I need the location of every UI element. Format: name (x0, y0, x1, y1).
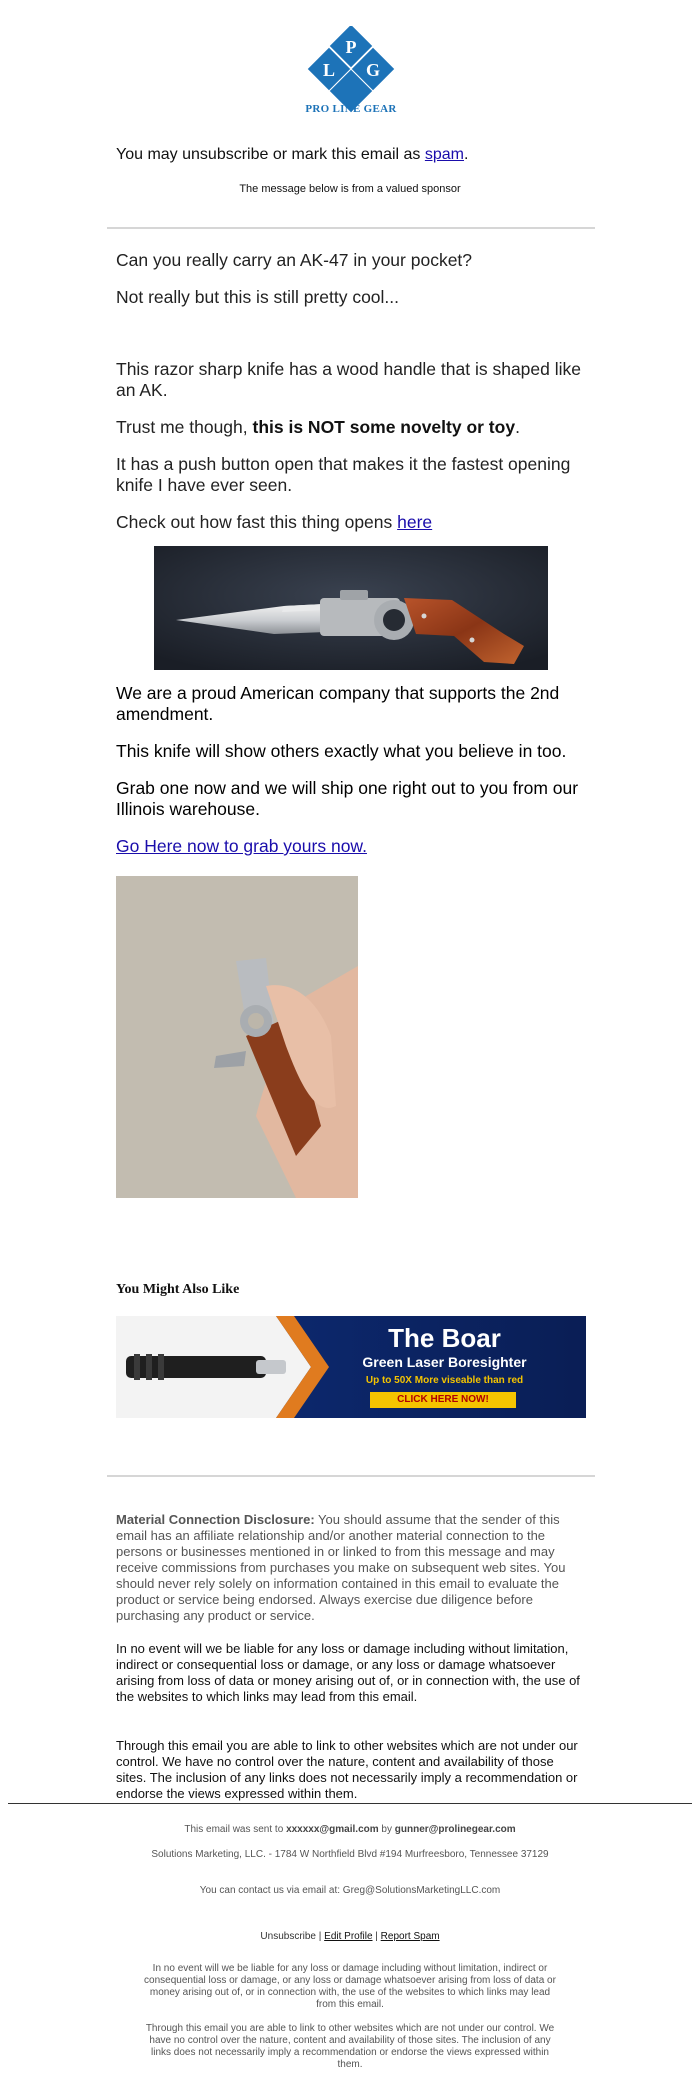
logo-letter-p: P (345, 37, 357, 57)
banner-cta-button[interactable]: CLICK HERE NOW! (397, 1394, 489, 1405)
disclosure-label: Material Connection Disclosure: (116, 1512, 315, 1527)
material-disclosure (116, 1512, 586, 1624)
sent-to-line (140, 1824, 560, 1836)
sent-by-word: by (378, 1824, 395, 1835)
report-spam-link[interactable]: Report Spam (380, 1931, 440, 1942)
edit-profile-link[interactable]: Edit Profile (324, 1931, 373, 1942)
sponsor-note: The message below is from a valued sponsor (239, 183, 461, 195)
paragraph-grab: Grab one now and we will ship one right out to you from our Illinois warehouse. (116, 778, 579, 819)
you-might-also-like-heading: You Might Also Like (116, 1282, 240, 1297)
knife-in-hand-image[interactable] (116, 876, 358, 1198)
not-toy-suffix: . (515, 417, 520, 437)
logo-wordmark: PRO LINE GEAR (305, 103, 397, 115)
banner-subtitle: Green Laser Boresighter (362, 1354, 527, 1370)
paragraph-not-toy (116, 417, 586, 438)
logo-letter-l: L (322, 60, 336, 80)
disclosure-text: You should assume that the sender of this email has an affiliate relationship and/or another material connection to the persons or businesses mentioned in or linked to from this message and may receive commissions from purchases you make on subsequent web sites. You should never rely solely on information contained in this email to evaluate the product or service being endorsed. Always exercise due diligence before purchasing any product or service. (116, 1512, 566, 1623)
sender-email: gunner@prolinegear.com (394, 1824, 516, 1835)
footer-liability: In no event will we be liable for any loss or damage including without limitation, indirect or consequential loss or damage, or any loss or damage whatsoever arising from loss of data or money arising out of, or in connection with, the use of the websites to which links may lead from this email. (144, 1963, 556, 2010)
divider (107, 1475, 595, 1477)
paragraph-cta (116, 836, 586, 857)
footer-links (140, 1931, 560, 1943)
unsubscribe-link[interactable]: Unsubscribe (260, 1931, 316, 1942)
check-out-text: Check out how fast this thing opens (116, 512, 398, 532)
paragraph-description: This razor sharp knife has a wood handle that is shaped like an AK. (116, 359, 581, 400)
logo-letter-g: G (365, 60, 381, 80)
recipient-email: xxxxxx@gmail.com (286, 1824, 379, 1835)
link-separator: | (316, 1931, 325, 1942)
footer-links-disclaimer: Through this email you are able to link to other websites which are not under our control. We have no control over the nature, content and availability of those sites. The inclusion of any links does not necessarily imply a recommendation or endorse the views expressed within them. (145, 2023, 555, 2070)
footer-divider (8, 1803, 692, 1804)
here-link[interactable]: here (397, 512, 433, 532)
unsubscribe-text: You may unsubscribe or mark this email as (116, 146, 425, 163)
link-separator: | (372, 1931, 381, 1942)
banner-title: The Boar (388, 1323, 501, 1353)
paragraph-push-button: It has a push button open that makes it the fastest opening knife I have ever seen. (116, 454, 571, 495)
divider (107, 227, 595, 229)
cta-link[interactable]: Go Here now to grab yours now. (116, 836, 367, 856)
not-toy-prefix: Trust me though, (116, 417, 253, 437)
paragraph-check-out (116, 512, 586, 533)
paragraph-believe: This knife will show others exactly what you believe in too. (116, 741, 567, 761)
paragraph-american: We are a proud American company that supports the 2nd amendment. (116, 683, 560, 724)
sender-address: Solutions Marketing, LLC. - 1784 W Northfield Blvd #194 Murfreesboro, Tennessee 37129 (151, 1849, 549, 1860)
links-disclaimer: Through this email you are able to link to other websites which are not under our control. We have no control over the nature, content and availability of those sites. The inclusion of any links does not necessarily imply a recommendation or endorse the views expressed within them. (116, 1738, 578, 1801)
boar-banner-ad[interactable] (116, 1316, 586, 1418)
banner-tagline: Up to 50X More viseable than red (365, 1375, 524, 1386)
liability-disclaimer: In no event will we be liable for any loss or damage including without limitation, indirect or consequential loss or damage, or any loss or damage whatsoever arising from loss of data or money arising out of, or in connection with, the use of the websites to which links may lead from this email. (116, 1641, 580, 1704)
knife-product-image[interactable] (154, 546, 548, 670)
paragraph-headline: Can you really carry an AK-47 in your pocket? (116, 250, 473, 270)
contact-line: You can contact us via email at: Greg@SolutionsMarketingLLC.com (199, 1885, 501, 1896)
not-toy-bold: this is NOT some novelty or toy (252, 417, 516, 437)
unsubscribe-period: . (464, 146, 469, 163)
sent-prefix: This email was sent to (184, 1824, 287, 1835)
paragraph-subhead: Not really but this is still pretty cool... (116, 287, 400, 307)
unsubscribe-line (116, 146, 468, 164)
spam-link[interactable]: spam (424, 146, 464, 163)
